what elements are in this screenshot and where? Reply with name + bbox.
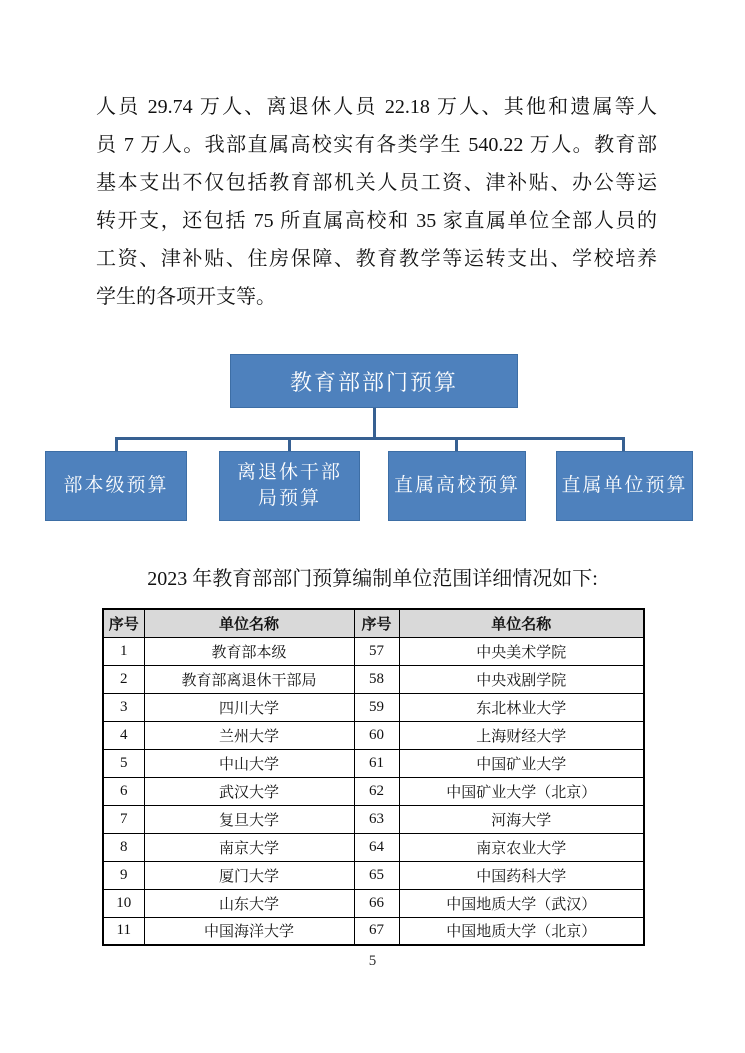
- cell-unit: 中央戏剧学院: [399, 665, 644, 693]
- budget-units-table: [102, 608, 645, 946]
- page-number: 5: [368, 953, 377, 969]
- table-row: [103, 805, 644, 833]
- cell-unit: 上海财经大学: [399, 721, 644, 749]
- header-unit-name-left: 单位名称: [144, 609, 354, 637]
- diagram-child-box-ministry-level: [45, 451, 187, 521]
- paragraph-line: 员 7 万人。我部直属高校实有各类学生 540.22 万人。教育部: [96, 134, 657, 156]
- cell-unit: 兰州大学: [144, 721, 354, 749]
- cell-serial: 4: [103, 721, 144, 749]
- cell-serial: 7: [103, 805, 144, 833]
- cell-unit: 教育部本级: [144, 637, 354, 665]
- table-row: [103, 693, 644, 721]
- cell-unit: 中央美术学院: [399, 637, 644, 665]
- cell-unit: 教育部离退休干部局: [144, 665, 354, 693]
- table-header-row: [103, 609, 644, 637]
- cell-unit: 武汉大学: [144, 777, 354, 805]
- table-row: [103, 777, 644, 805]
- cell-unit: 中山大学: [144, 749, 354, 777]
- cell-unit: 四川大学: [144, 693, 354, 721]
- table-row: [103, 861, 644, 889]
- cell-unit: 河海大学: [399, 805, 644, 833]
- diagram-child-box-retired-cadres-bureau: [219, 451, 360, 521]
- cell-serial: 59: [354, 693, 399, 721]
- cell-unit: 中国地质大学（武汉）: [399, 889, 644, 917]
- cell-serial: 65: [354, 861, 399, 889]
- cell-serial: 60: [354, 721, 399, 749]
- table-row: [103, 749, 644, 777]
- header-serial-right: 序号: [354, 609, 399, 637]
- cell-unit: 中国海洋大学: [144, 917, 354, 945]
- connector-drop-3: [455, 437, 458, 451]
- paragraph-line: 转开支，还包括 75 所直属高校和 35 家直属单位全部人员的: [96, 210, 657, 232]
- table-caption: 2023 年教育部部门预算编制单位范围详细情况如下:: [147, 568, 598, 590]
- table-row: [103, 665, 644, 693]
- table-row: [103, 917, 644, 945]
- connector-root-vertical: [373, 408, 376, 438]
- diagram-root-box: [230, 354, 518, 408]
- cell-serial: 3: [103, 693, 144, 721]
- cell-unit: 中国地质大学（北京）: [399, 917, 644, 945]
- cell-serial: 62: [354, 777, 399, 805]
- cell-unit: 东北林业大学: [399, 693, 644, 721]
- connector-drop-1: [115, 437, 118, 451]
- connector-drop-2: [288, 437, 291, 451]
- cell-unit: 山东大学: [144, 889, 354, 917]
- cell-serial: 67: [354, 917, 399, 945]
- cell-serial: 8: [103, 833, 144, 861]
- paragraph-line: 基本支出不仅包括教育部机关人员工资、津补贴、办公等运: [96, 172, 657, 194]
- diagram-child-label: 部本级预算: [63, 475, 169, 496]
- diagram-child-box-affiliated-universities: [388, 451, 526, 521]
- cell-serial: 6: [103, 777, 144, 805]
- header-unit-name-right: 单位名称: [399, 609, 644, 637]
- cell-serial: 5: [103, 749, 144, 777]
- paragraph-line: 学生的各项开支等。: [96, 286, 276, 308]
- diagram-child-box-affiliated-units: [556, 451, 693, 521]
- cell-serial: 11: [103, 917, 144, 945]
- table-row: [103, 889, 644, 917]
- cell-serial: 9: [103, 861, 144, 889]
- cell-unit: 南京大学: [144, 833, 354, 861]
- cell-unit: 南京农业大学: [399, 833, 644, 861]
- cell-serial: 61: [354, 749, 399, 777]
- diagram-child-label: 直属单位预算: [561, 475, 688, 496]
- connector-horizontal-bar: [115, 437, 625, 440]
- cell-unit: 中国矿业大学（北京）: [399, 777, 644, 805]
- cell-serial: 1: [103, 637, 144, 665]
- cell-unit: 中国矿业大学: [399, 749, 644, 777]
- cell-serial: 2: [103, 665, 144, 693]
- cell-serial: 63: [354, 805, 399, 833]
- diagram-child-label: 直属高校预算: [393, 475, 520, 496]
- table-row: [103, 721, 644, 749]
- paragraph-line: 人员 29.74 万人、离退休人员 22.18 万人、其他和遗属等人: [96, 96, 657, 118]
- cell-serial: 66: [354, 889, 399, 917]
- table-row: [103, 637, 644, 665]
- paragraph-line: 工资、津补贴、住房保障、教育教学等运转支出、学校培养: [96, 248, 657, 270]
- connector-drop-4: [622, 437, 625, 451]
- cell-serial: 64: [354, 833, 399, 861]
- cell-serial: 57: [354, 637, 399, 665]
- cell-serial: 58: [354, 665, 399, 693]
- header-serial-left: 序号: [103, 609, 144, 637]
- diagram-child-label: 离退休干部局预算: [236, 462, 342, 509]
- cell-unit: 复旦大学: [144, 805, 354, 833]
- cell-unit: 厦门大学: [144, 861, 354, 889]
- cell-serial: 10: [103, 889, 144, 917]
- diagram-root-label: 教育部部门预算: [289, 369, 458, 395]
- table-row: [103, 833, 644, 861]
- cell-unit: 中国药科大学: [399, 861, 644, 889]
